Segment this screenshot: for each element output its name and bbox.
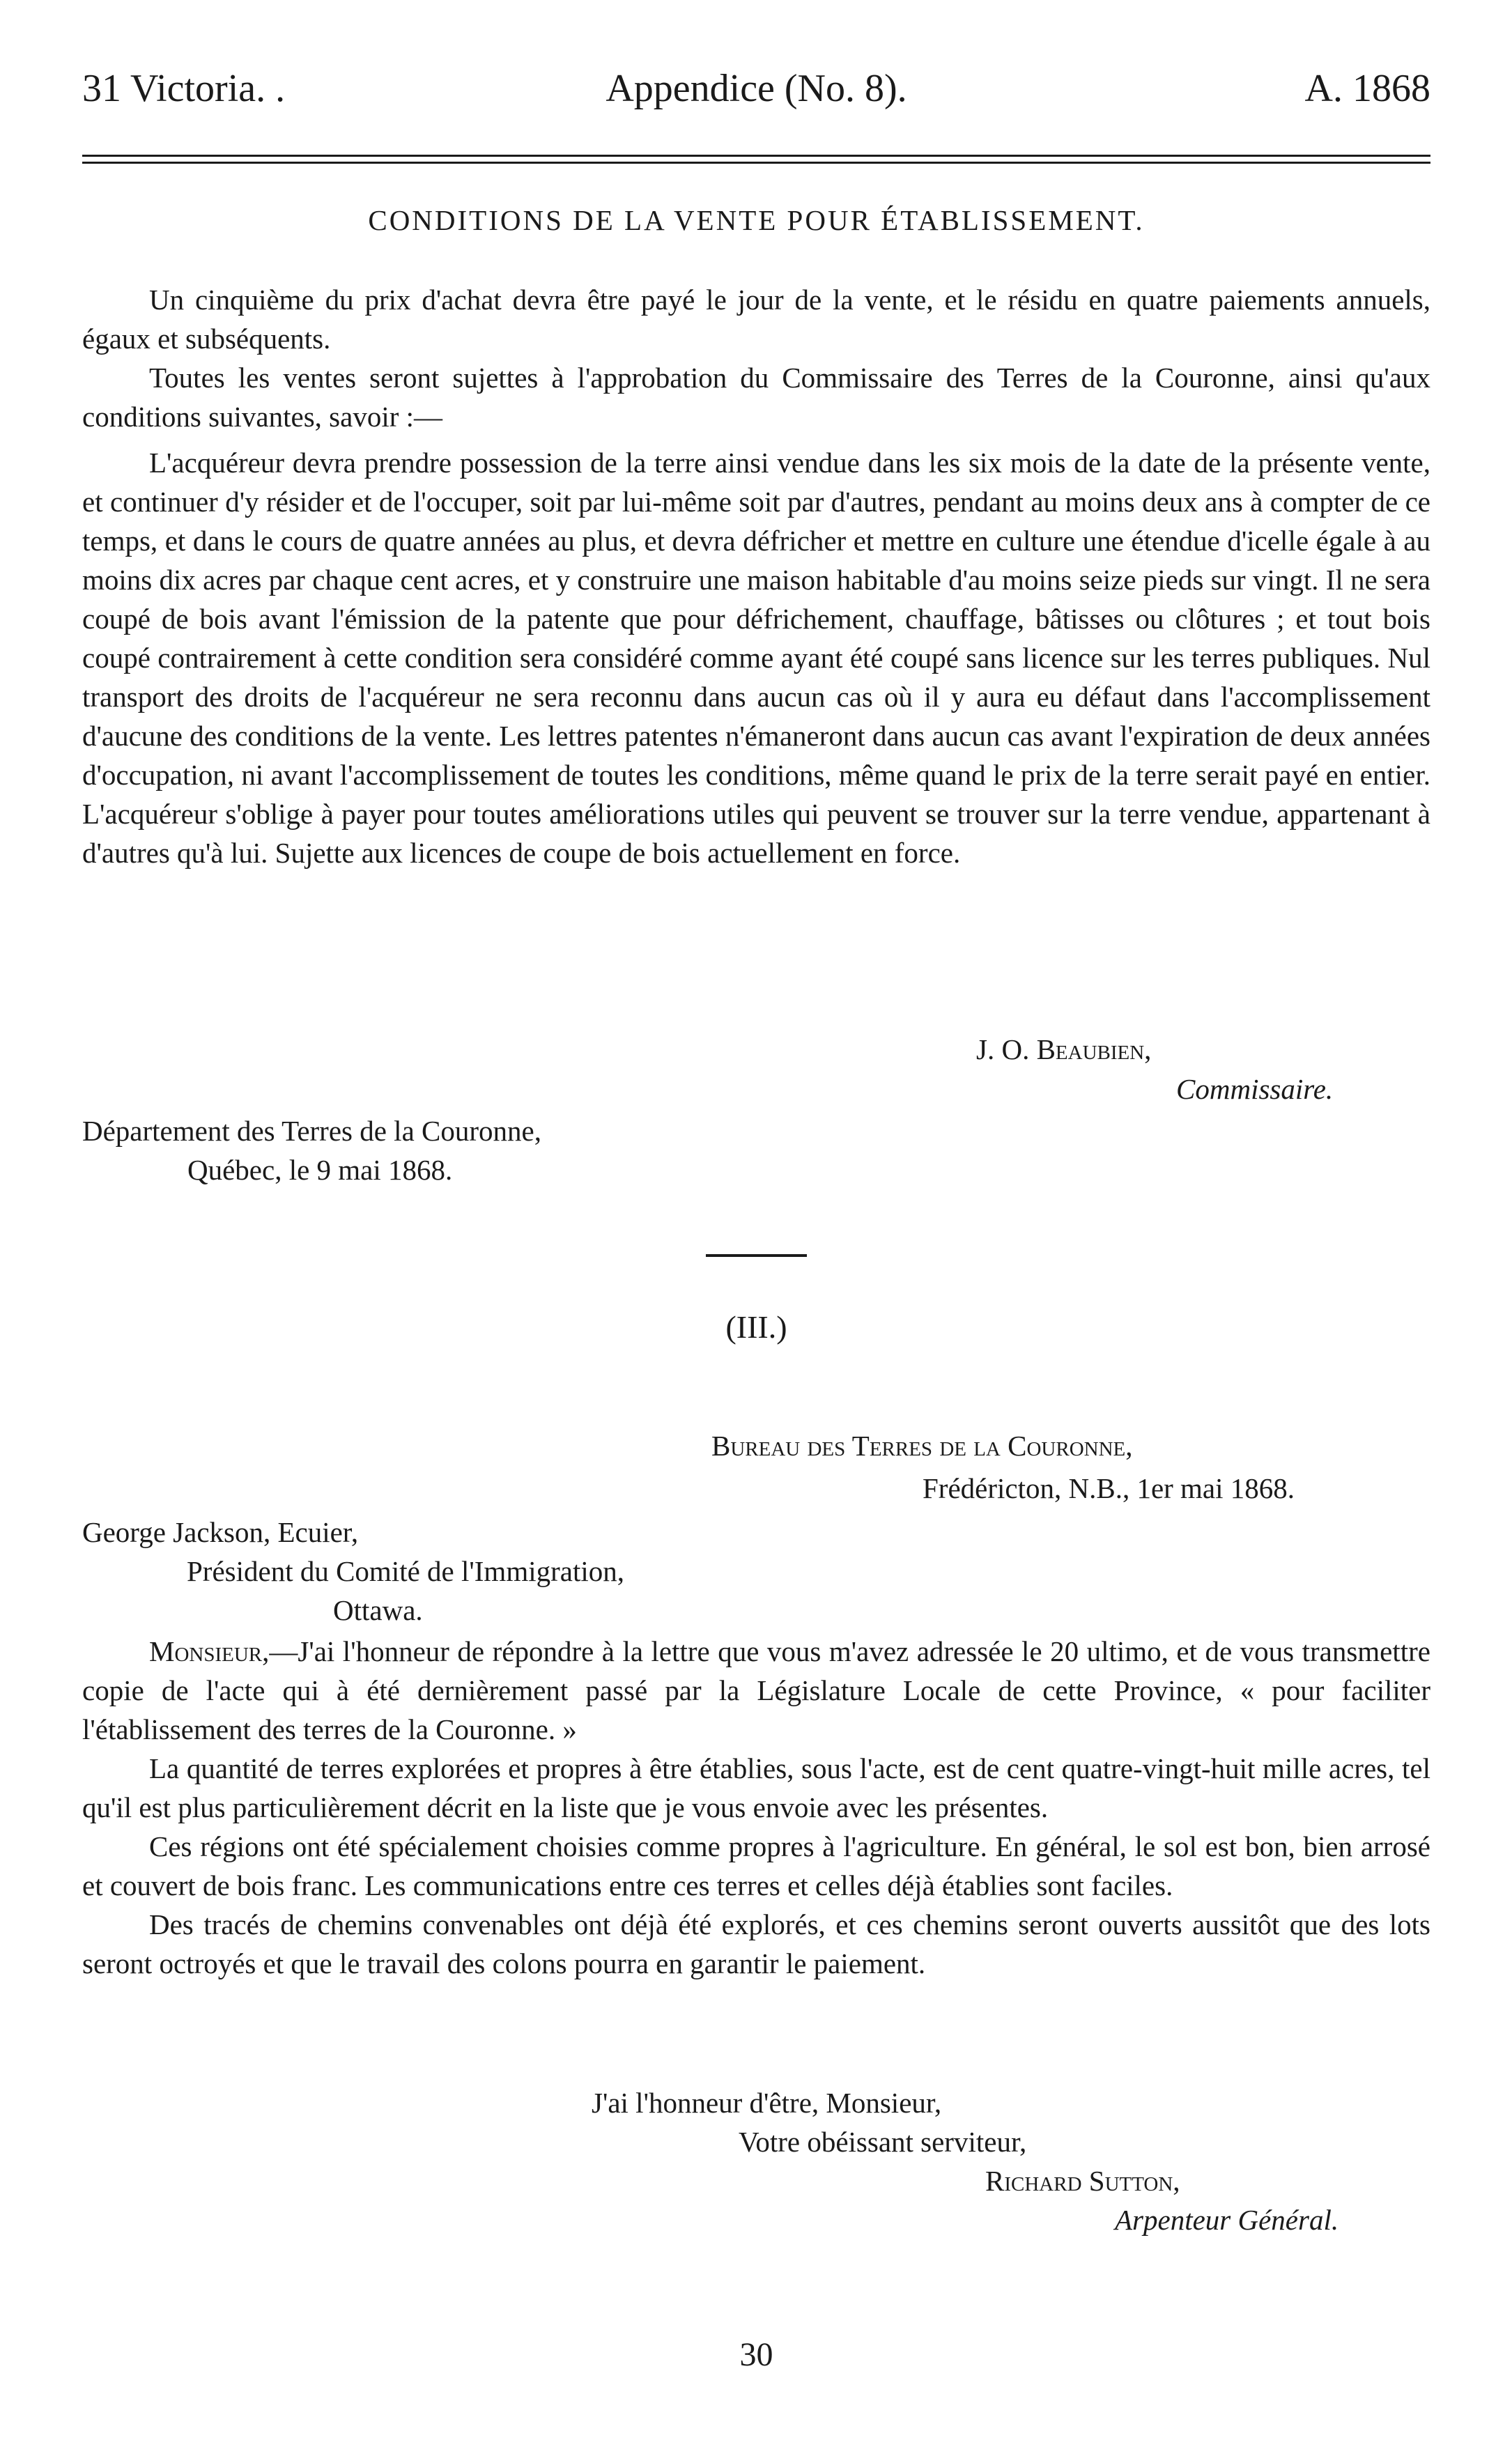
paragraph <box>82 1632 1430 1749</box>
header-rule-bottom <box>82 162 1430 164</box>
office-line: Bureau des Terres de la Couronne, <box>711 1430 1133 1462</box>
paragraph-text: —J'ai l'honneur de répondre à la lettre que vous m'avez adressée le 20 ultimo, et de vous transmettre copie de l'acte qui à été dernièrement passé par la Législature Locale de cette Province, « pour faciliter l'établissement des terres de la Couronne. » <box>82 1635 1430 1745</box>
closing-line: J'ai l'honneur d'être, Monsieur, <box>592 2087 942 2119</box>
header-appendix: Appendice (No. 8). <box>605 67 907 110</box>
paragraph: Ces régions ont été spécialement choisies comme propres à l'agriculture. En général, le sol est bon, bien arrosé et couvert de bois franc. Les communications entre ces terres et celles déjà établies sont faciles. <box>82 1830 1430 1901</box>
department-line: Département des Terres de la Couronne, <box>82 1115 541 1147</box>
commissioner-title: Commissaire. <box>1176 1073 1334 1105</box>
header-session: 31 Victoria. . <box>82 67 286 110</box>
paragraph: Toutes les ventes seront sujettes à l'approbation du Commissaire des Terres de la Couronne, ainsi qu'aux conditions suivantes, savoir :— <box>82 362 1430 433</box>
running-header <box>82 64 1430 113</box>
header-rule-top <box>82 155 1430 157</box>
page-number: 30 <box>739 2336 773 2373</box>
surveyor-name: Richard Sutton, <box>985 2165 1180 2197</box>
letter-place-date: Frédéricton, N.B., 1er mai 1868. <box>923 1472 1295 1504</box>
commissioner-name: J. O. Beaubien, <box>976 1033 1152 1065</box>
department-place-date: Québec, le 9 mai 1868. <box>187 1154 453 1186</box>
surveyor-title: Arpenteur Général. <box>1115 2204 1339 2236</box>
header-year: A. 1868 <box>1304 67 1430 110</box>
paragraph: Des tracés de chemins convenables ont déjà été explorés, et ces chemins seront ouverts aussitôt que des lots seront octroyés et que le travail des colons pourra en garantir le paiement. <box>82 1908 1430 1979</box>
document-page <box>82 0 1430 2440</box>
paragraph: L'acquéreur devra prendre possession de la terre ainsi vendue dans les six mois de la date de la présente vente, et continuer d'y résider et de l'occuper, soit par lui-même soit par d'autres, pendant au moins deux ans à compter de ce temps, et dans le cours de quatre années au plus, et devra défricher et mettre en culture une étendue d'icelle égale à au moins dix acres par chaque cent acres, et y construire une maison habitable d'au moins seize pieds sur vingt. Il ne sera coupé de bois avant l'émission de la patente que pour défrichement, chauffage, bâtisses ou clôtures ; et tout bois coupé contrairement à cette condition sera considéré comme ayant été coupé sans licence sur les terres publiques. Nul transport des droits de l'acquéreur ne sera reconnu dans aucun cas où il y aura eu défaut dans l'accomplissement d'aucune des conditions de la vente. Les lettres patentes n'émaneront dans aucun cas avant l'expiration de deux années d'occupation, ni avant l'accomplissement de toutes les conditions, même quand le prix de la terre serait payé en entier. L'acquéreur s'oblige à payer pour toutes améliorations utiles qui peuvent se trouver sur la terre vendue, appartenant à d'autres qu'à lui. Sujette aux licences de coupe de bois actuellement en force. <box>82 447 1430 869</box>
section-number: (III.) <box>725 1309 787 1345</box>
recipient-name: George Jackson, Ecuier, <box>82 1516 359 1548</box>
salutation: Monsieur, <box>149 1635 270 1667</box>
closing-servant: Votre obéissant serviteur, <box>739 2126 1027 2158</box>
section-heading: CONDITIONS DE LA VENTE POUR ÉTABLISSEMENT. <box>368 204 1145 236</box>
paragraph: La quantité de terres explorées et propres à être établies, sous l'acte, est de cent quatre-vingt-huit mille acres, tel qu'il est plus particulièrement décrit en la liste que je vous envoie avec les présentes. <box>82 1752 1430 1823</box>
recipient-city: Ottawa. <box>333 1594 423 1626</box>
sale-conditions-text <box>82 280 1430 872</box>
paragraph: Un cinquième du prix d'achat devra être payé le jour de la vente, et le résidu en quatre paiements annuels, égaux et subséquents. <box>82 284 1430 355</box>
recipient-title: Président du Comité de l'Immigration, <box>187 1555 624 1587</box>
letter-body <box>82 1632 1430 1983</box>
section-divider <box>706 1254 807 1257</box>
